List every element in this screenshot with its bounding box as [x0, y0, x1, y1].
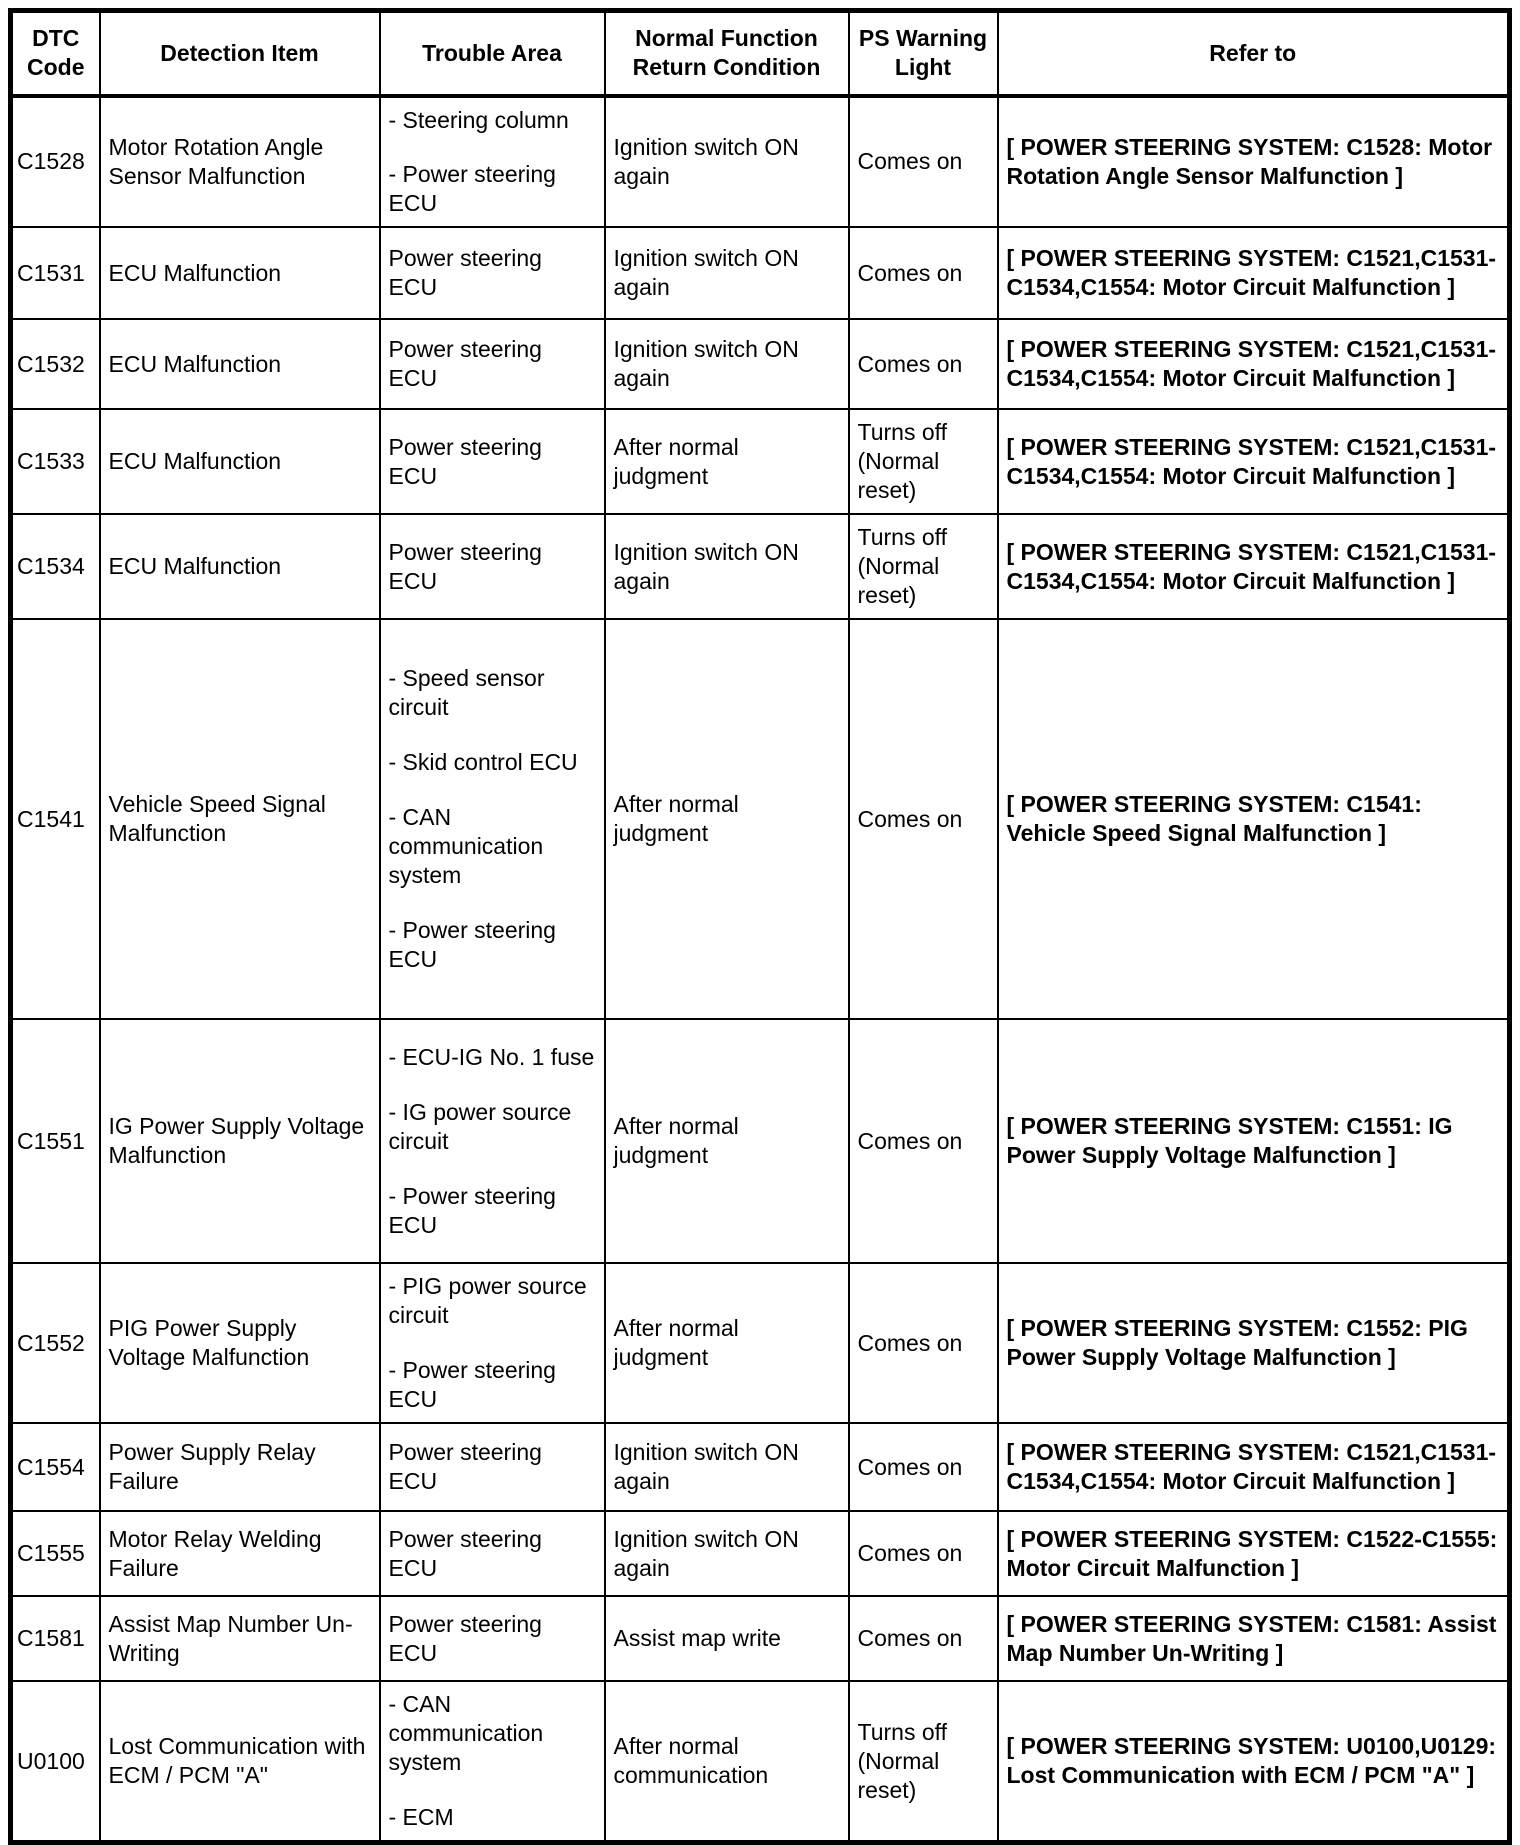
trouble-item: - Power steering ECU — [388, 161, 556, 217]
header-normal-function-return-condition: Normal Function Return Condition — [605, 11, 849, 96]
return-condition-cell: Ignition switch ON again — [605, 1511, 849, 1596]
return-condition-cell: Assist map write — [605, 1596, 849, 1681]
return-condition-cell: Ignition switch ON again — [605, 96, 849, 228]
dtc-code-cell: C1554 — [11, 1423, 100, 1511]
warning-light-cell: Comes on — [849, 1019, 998, 1263]
table-row — [11, 1263, 1510, 1423]
table-row — [11, 1019, 1510, 1263]
header-trouble-area: Trouble Area — [380, 11, 605, 96]
return-condition-cell: Ignition switch ON again — [605, 319, 849, 409]
trouble-item: Power steering ECU — [388, 336, 542, 392]
dtc-code-cell: C1528 — [11, 96, 100, 228]
warning-light-cell: Turns off (Normal reset) — [849, 409, 998, 514]
header-ps-warning-light: PS Warning Light — [849, 11, 998, 96]
trouble-item: - Steering column — [388, 106, 569, 133]
table-row — [11, 1681, 1510, 1842]
table-row — [11, 619, 1510, 1019]
refer-to-cell: [ POWER STEERING SYSTEM: C1528: Motor Rotation Angle Sensor Malfunction ] — [998, 96, 1510, 228]
warning-light-cell: Comes on — [849, 1423, 998, 1511]
header-detection-item: Detection Item — [100, 11, 380, 96]
dtc-table — [8, 8, 1512, 1845]
detection-item-cell: Power Supply Relay Failure — [100, 1423, 380, 1511]
table-row — [11, 319, 1510, 409]
refer-to-cell: [ POWER STEERING SYSTEM: C1581: Assist Map Number Un-Writing ] — [998, 1596, 1510, 1681]
dtc-code-cell: C1531 — [11, 227, 100, 319]
detection-item-cell: Assist Map Number Un-Writing — [100, 1596, 380, 1681]
refer-to-cell: [ POWER STEERING SYSTEM: C1521,C1531-C1534,C1554: Motor Circuit Malfunction ] — [998, 409, 1510, 514]
trouble-item: Power steering ECU — [388, 433, 542, 489]
trouble-item: Power steering ECU — [388, 1525, 542, 1581]
trouble-area-cell — [380, 1596, 605, 1681]
trouble-area-cell — [380, 1423, 605, 1511]
trouble-item: Power steering ECU — [388, 538, 542, 594]
trouble-area-cell — [380, 227, 605, 319]
warning-light-cell: Comes on — [849, 1263, 998, 1423]
return-condition-cell: After normal judgment — [605, 1263, 849, 1423]
trouble-item: - IG power source circuit — [388, 1098, 572, 1154]
header-refer-to: Refer to — [998, 11, 1510, 96]
trouble-item: - Power steering ECU — [388, 1357, 556, 1413]
return-condition-cell: After normal judgment — [605, 409, 849, 514]
warning-light-cell: Turns off (Normal reset) — [849, 514, 998, 619]
trouble-area-cell — [380, 619, 605, 1019]
trouble-area-cell — [380, 1681, 605, 1842]
refer-to-cell: [ POWER STEERING SYSTEM: C1541: Vehicle Speed Signal Malfunction ] — [998, 619, 1510, 1019]
warning-light-cell: Comes on — [849, 227, 998, 319]
trouble-area-cell — [380, 1511, 605, 1596]
table-row — [11, 1511, 1510, 1596]
dtc-code-cell: C1533 — [11, 409, 100, 514]
refer-to-cell: [ POWER STEERING SYSTEM: C1522-C1555: Motor Circuit Malfunction ] — [998, 1511, 1510, 1596]
detection-item-cell: Vehicle Speed Signal Malfunction — [100, 619, 380, 1019]
detection-item-cell: ECU Malfunction — [100, 514, 380, 619]
table-row — [11, 227, 1510, 319]
trouble-item: - ECM — [388, 1804, 454, 1830]
refer-to-cell: [ POWER STEERING SYSTEM: C1521,C1531-C1534,C1554: Motor Circuit Malfunction ] — [998, 319, 1510, 409]
refer-to-cell: [ POWER STEERING SYSTEM: C1521,C1531-C1534,C1554: Motor Circuit Malfunction ] — [998, 227, 1510, 319]
trouble-area-cell — [380, 1263, 605, 1423]
dtc-code-cell: C1532 — [11, 319, 100, 409]
trouble-area-cell — [380, 514, 605, 619]
return-condition-cell: After normal communication — [605, 1681, 849, 1842]
trouble-item: - CAN communication system — [388, 1691, 544, 1776]
detection-item-cell: Motor Relay Welding Failure — [100, 1511, 380, 1596]
trouble-item: - PIG power source circuit — [388, 1273, 587, 1329]
warning-light-cell: Comes on — [849, 1511, 998, 1596]
return-condition-cell: Ignition switch ON again — [605, 1423, 849, 1511]
trouble-item: - Skid control ECU — [388, 749, 578, 776]
trouble-item: - Power steering ECU — [388, 1182, 556, 1238]
dtc-code-cell: C1534 — [11, 514, 100, 619]
warning-light-cell: Comes on — [849, 96, 998, 228]
trouble-item: - CAN communication system — [388, 804, 544, 889]
detection-item-cell: PIG Power Supply Voltage Malfunction — [100, 1263, 380, 1423]
trouble-area-cell — [380, 409, 605, 514]
return-condition-cell: Ignition switch ON again — [605, 227, 849, 319]
detection-item-cell: IG Power Supply Voltage Malfunction — [100, 1019, 380, 1263]
detection-item-cell: Lost Communication with ECM / PCM "A" — [100, 1681, 380, 1842]
refer-to-cell: [ POWER STEERING SYSTEM: C1551: IG Power Supply Voltage Malfunction ] — [998, 1019, 1510, 1263]
dtc-code-cell: C1551 — [11, 1019, 100, 1263]
dtc-code-cell: C1552 — [11, 1263, 100, 1423]
header-dtc-code: DTC Code — [11, 11, 100, 96]
table-row — [11, 1596, 1510, 1681]
return-condition-cell: Ignition switch ON again — [605, 514, 849, 619]
trouble-item: - ECU-IG No. 1 fuse — [388, 1043, 595, 1070]
table-row — [11, 514, 1510, 619]
detection-item-cell: Motor Rotation Angle Sensor Malfunction — [100, 96, 380, 228]
return-condition-cell: After normal judgment — [605, 1019, 849, 1263]
trouble-item: Power steering ECU — [388, 1610, 542, 1666]
trouble-item: Power steering ECU — [388, 245, 542, 301]
table-row — [11, 409, 1510, 514]
dtc-code-cell: C1581 — [11, 1596, 100, 1681]
dtc-code-cell: C1555 — [11, 1511, 100, 1596]
header-row — [11, 11, 1510, 96]
trouble-area-cell — [380, 96, 605, 228]
detection-item-cell: ECU Malfunction — [100, 319, 380, 409]
dtc-code-cell: U0100 — [11, 1681, 100, 1842]
trouble-item: - Speed sensor circuit — [388, 665, 545, 721]
table-row — [11, 96, 1510, 228]
warning-light-cell: Comes on — [849, 619, 998, 1019]
trouble-area-cell — [380, 1019, 605, 1263]
trouble-area-cell — [380, 319, 605, 409]
return-condition-cell: After normal judgment — [605, 619, 849, 1019]
refer-to-cell: [ POWER STEERING SYSTEM: U0100,U0129: Lost Communication with ECM / PCM "A" ] — [998, 1681, 1510, 1842]
trouble-item: - Power steering ECU — [388, 917, 556, 973]
refer-to-cell: [ POWER STEERING SYSTEM: C1521,C1531-C1534,C1554: Motor Circuit Malfunction ] — [998, 514, 1510, 619]
warning-light-cell: Comes on — [849, 1596, 998, 1681]
trouble-item: Power steering ECU — [388, 1439, 542, 1495]
refer-to-cell: [ POWER STEERING SYSTEM: C1521,C1531-C1534,C1554: Motor Circuit Malfunction ] — [998, 1423, 1510, 1511]
detection-item-cell: ECU Malfunction — [100, 227, 380, 319]
refer-to-cell: [ POWER STEERING SYSTEM: C1552: PIG Power Supply Voltage Malfunction ] — [998, 1263, 1510, 1423]
dtc-table-header — [11, 11, 1510, 96]
dtc-table-body — [11, 96, 1510, 1843]
table-row — [11, 1423, 1510, 1511]
warning-light-cell: Turns off (Normal reset) — [849, 1681, 998, 1842]
detection-item-cell: ECU Malfunction — [100, 409, 380, 514]
warning-light-cell: Comes on — [849, 319, 998, 409]
dtc-code-cell: C1541 — [11, 619, 100, 1019]
